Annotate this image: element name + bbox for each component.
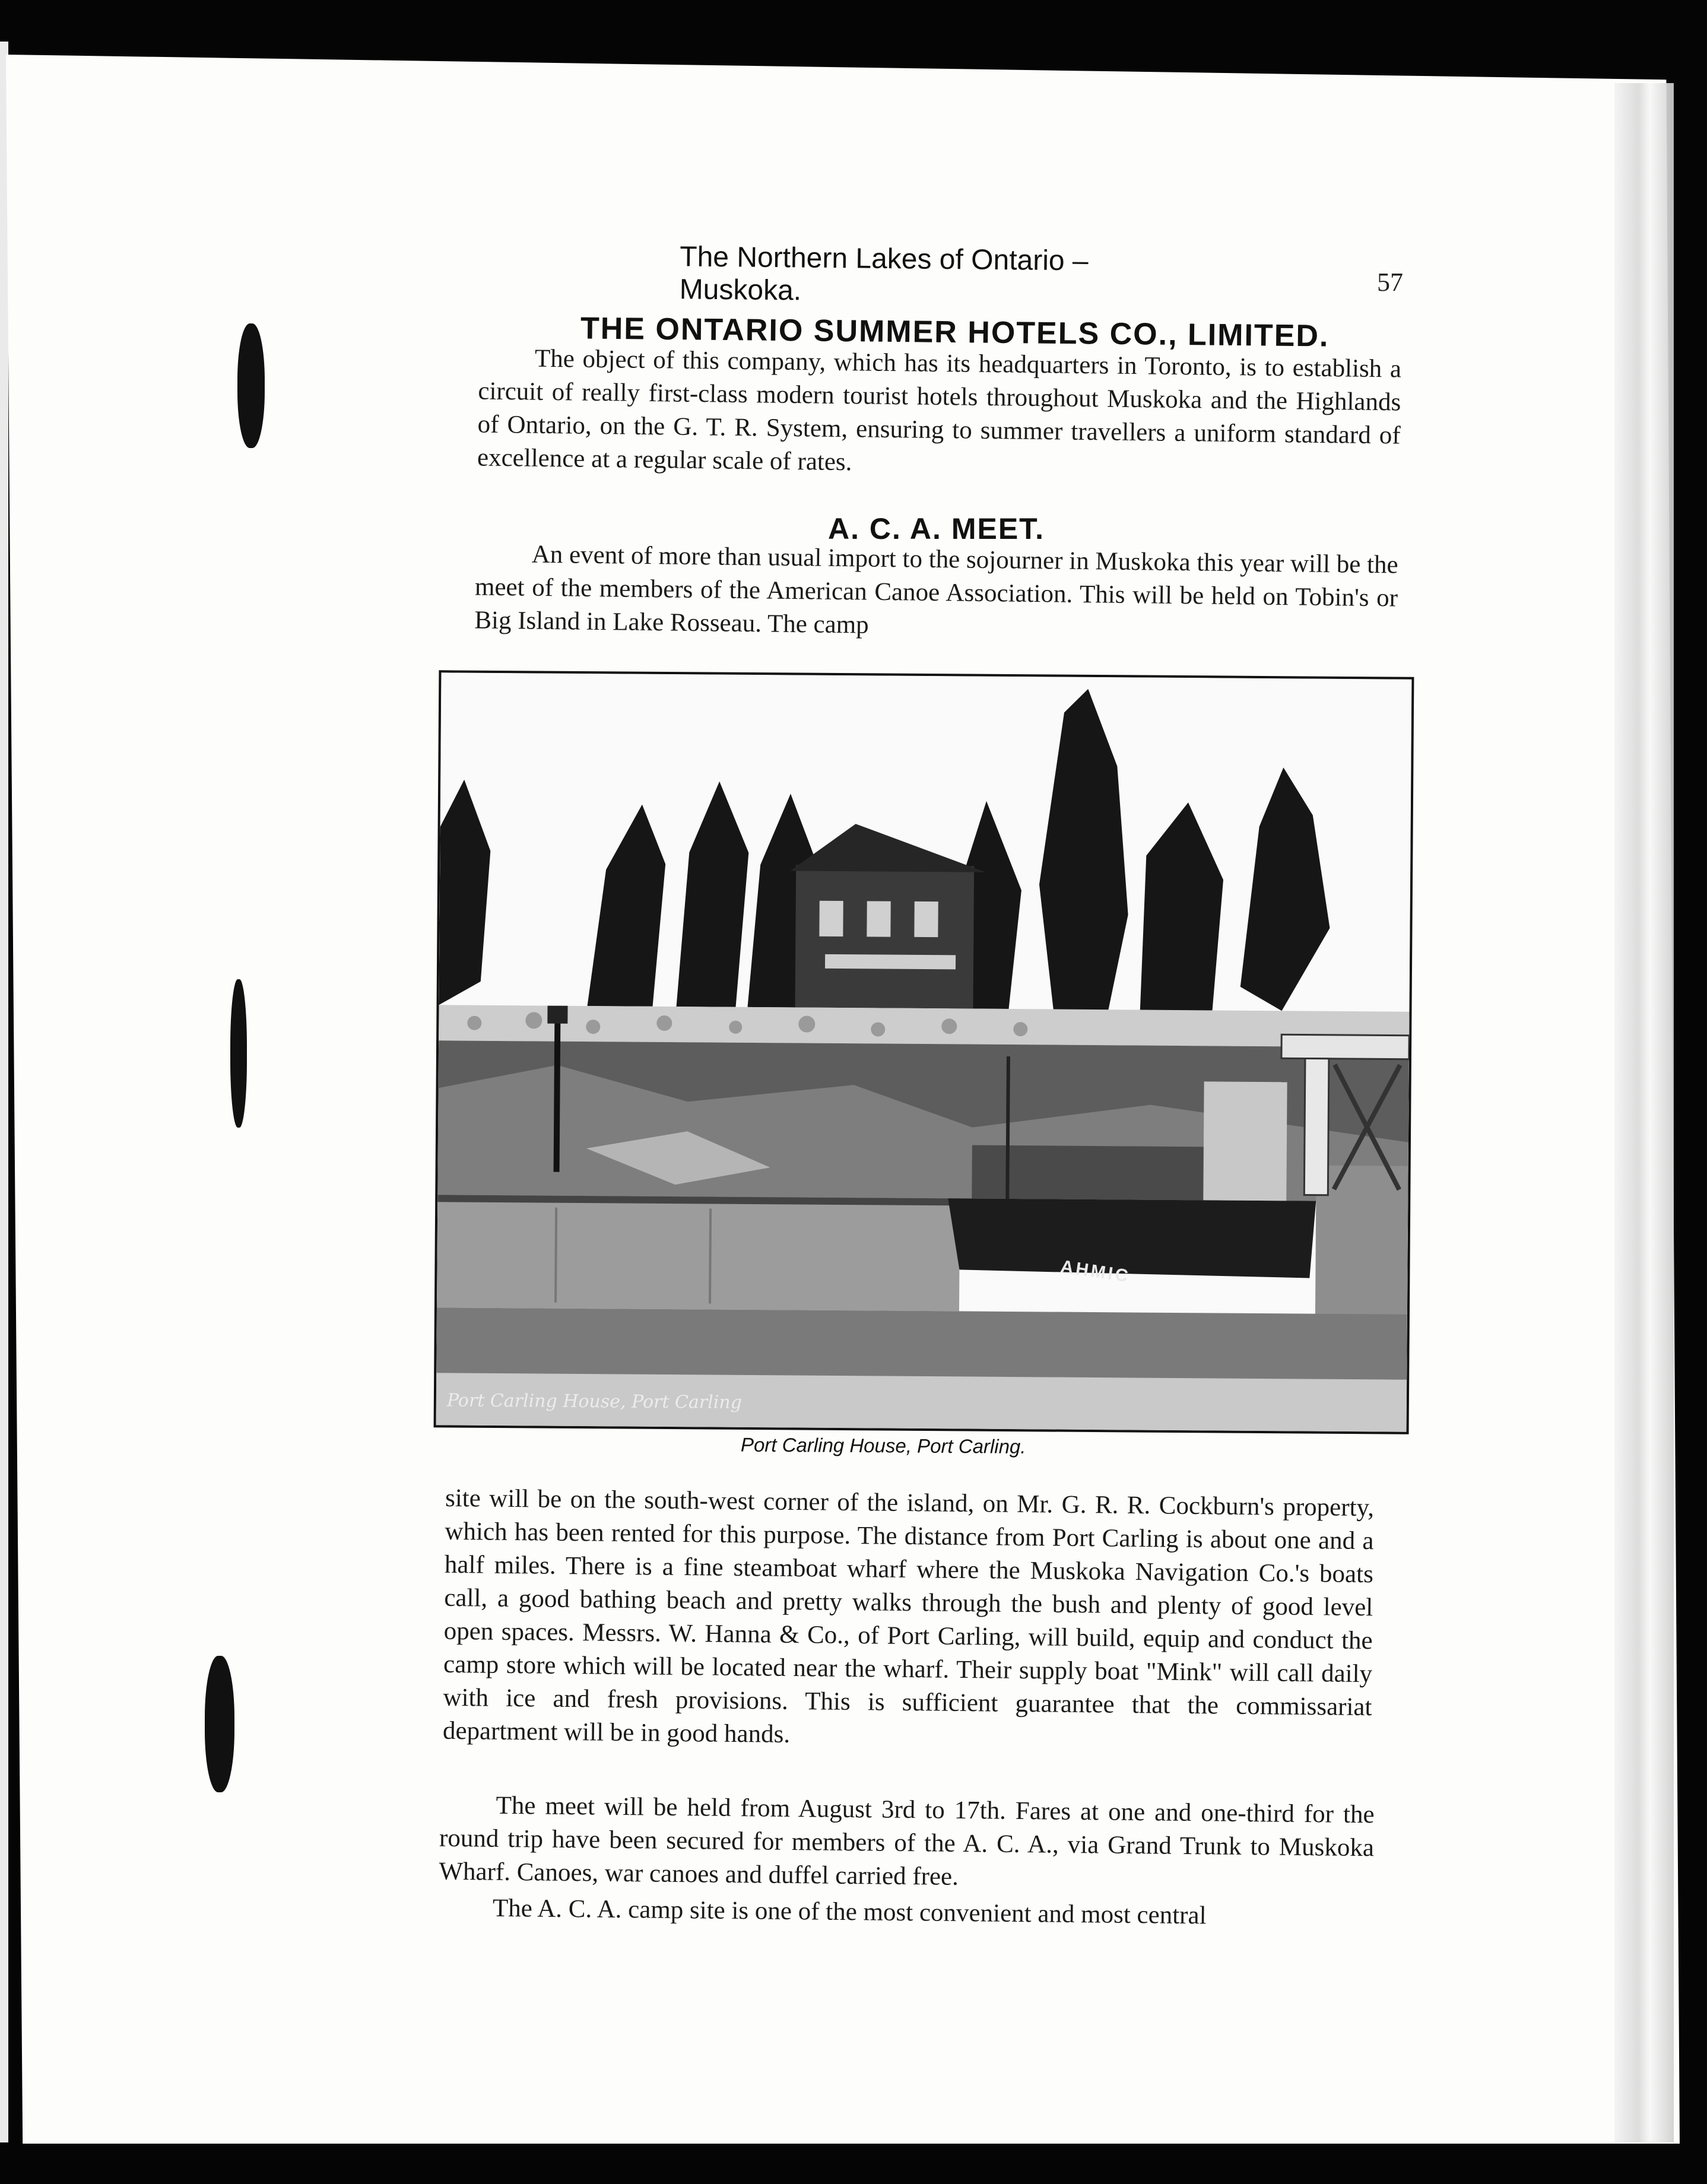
aca-paragraph-intro: An event of more than usual import to the sojourner in Muskoka this year will be the meet of the members of the American Canoe Association. This will be held on Tobin's or Big Island in Lake Rosseau. The camp	[474, 540, 1398, 639]
aca-paragraph-continued: The A. C. A. camp site is one of the most convenient and most central	[492, 1894, 1207, 1930]
port-carling-house-photo	[434, 670, 1414, 1434]
photo-illustration	[436, 672, 1412, 1431]
hotels-paragraph: The object of this company, which has its headquarters in Toronto, is to establish a circuit of really first-class modern tourist hotels throughout Muskoka and the Highlands of Ontario, on the G. T. R. System, ensuring to summer travellers a uniform standard of excellence at a regular scale of rates.	[477, 344, 1402, 477]
section-heading-aca-meet: A. C. A. MEET.	[828, 512, 1045, 545]
section-heading-hotels: THE ONTARIO SUMMER HOTELS CO., LIMITED.	[580, 311, 1330, 354]
photo-caption: Port Carling House, Port Carling.	[740, 1433, 1026, 1458]
running-head: The Northern Lakes of Ontario – Muskoka.	[679, 241, 1089, 307]
aca-paragraph-site: site will be on the south-west corner of the island, on Mr. G. R. R. Cockburn's property, which has been rented for this purpose. The distance from Port Carling is about one and a half miles. There is a fine steamboat wharf where the Muskoka Navigation Co.'s boats call, a good bathing beach and pretty walks through the bush and plenty of good level open spaces. Messrs. W. Hanna & Co., of Port Carling, will build, equip and conduct the camp store which will be located near the wharf. Their supply boat "Mink" will call daily with ice and fresh provisions. This is sufficient guarantee that the commissariat department will be in good hands.	[442, 1484, 1375, 1748]
page-number: 57	[1377, 268, 1403, 297]
photo-inscription: Port Carling House, Port Carling	[446, 1390, 743, 1413]
boat-name-label: AHMIC	[1059, 1256, 1132, 1287]
aca-paragraph-dates: The meet will be held from August 3rd to 17th. Fares at one and one-third for the round trip have been secured for members of the A. C. A., via Grand Trunk to Muskoka Wharf. Canoes, war canoes and duffel carried free.	[439, 1791, 1375, 1891]
